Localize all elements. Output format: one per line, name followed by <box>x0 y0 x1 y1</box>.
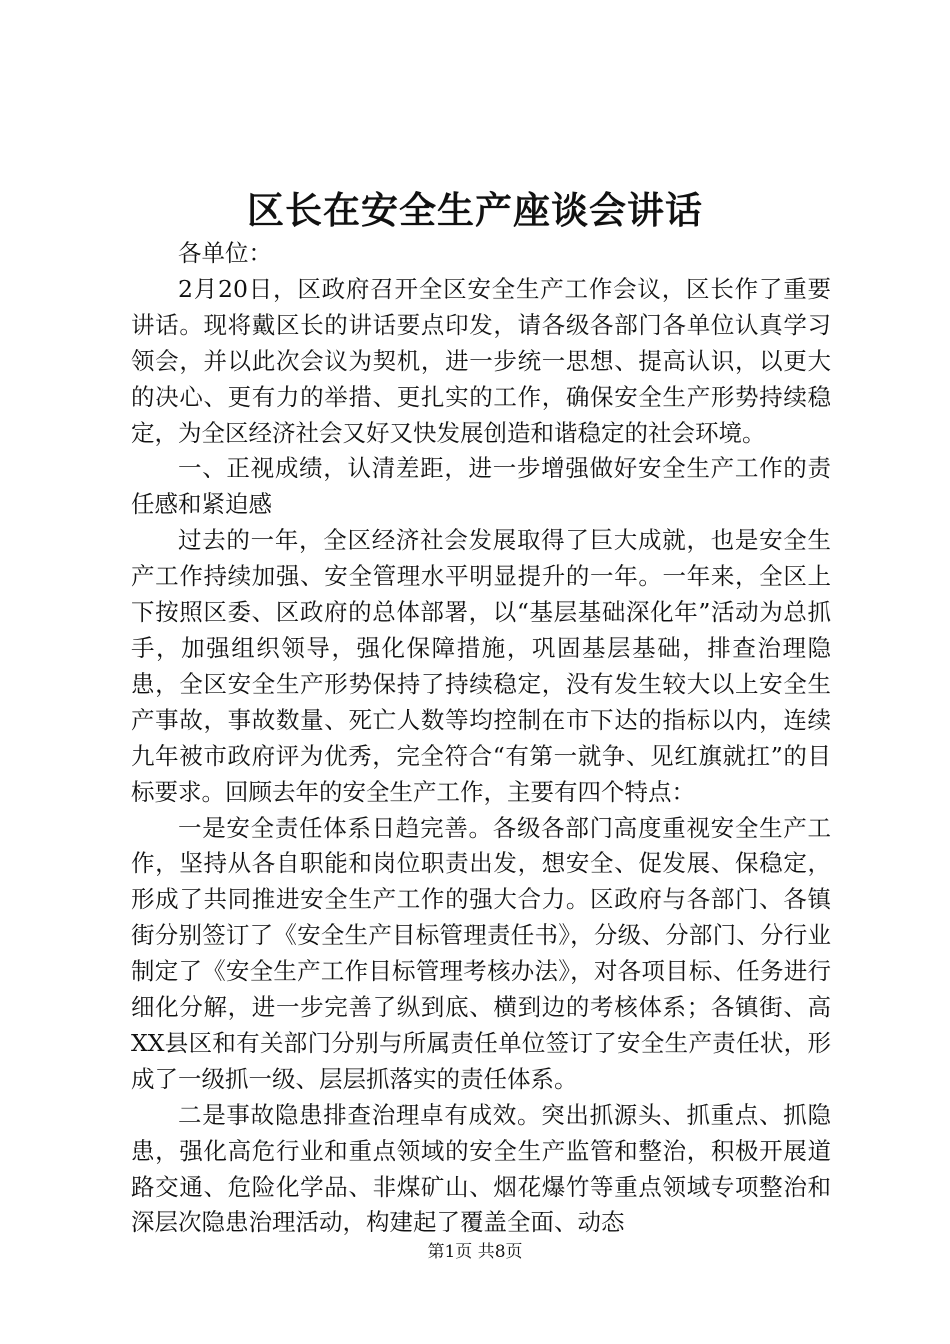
point-one-paragraph: 一是安全责任体系日趋完善。各级各部门高度重视安全生产工作，坚持从各自职能和岗位职责出发，想安全、促发展、保稳定，形成了共同推进安全生产工作的强大合力。区政府与各部门、各镇街分别签订了《安全生产目标管理责任书》，分级、分部门、分行业制定了《安全生产工作目标管理考核办法》，对各项目标、任务进行细化分解，进一步完善了纵到底、横到边的考核体系；各镇街、高XX县区和有关部门分别与所属责任单位签订了安全生产责任状，形成了一级抓一级、层层抓落实的责任体系。 <box>131 813 831 1093</box>
intro-paragraph: 2月20日，区政府召开全区安全生产工作会议，区长作了重要讲话。现将戴区长的讲话要点印发，请各级各部门各单位认真学习领会，并以此次会议为契机，进一步统一思想、提高认识，以更大的决心、更有力的举措、更扎实的工作，确保安全生产形势持续稳定，为全区经济社会又好又快发展创造和谐稳定的社会环境。 <box>131 274 831 447</box>
section-heading-paragraph: 一、正视成绩，认清差距，进一步增强做好安全生产工作的责任感和紧迫感 <box>131 454 831 519</box>
salutation-paragraph: 各单位： <box>178 239 272 267</box>
point-two-paragraph: 二是事故隐患排查治理卓有成效。突出抓源头、抓重点、抓隐患，强化高危行业和重点领域的安全生产监管和整治，积极开展道路交通、危险化学品、非煤矿山、烟花爆竹等重点领域专项整治和深层次隐患治理活动，构建起了覆盖全面、动态 <box>131 1100 831 1237</box>
review-paragraph: 过去的一年，全区经济社会发展取得了巨大成就，也是安全生产工作持续加强、安全管理水平明显提升的一年。一年来，全区上下按照区委、区政府的总体部署，以“基层基础深化年”活动为总抓手，加强组织领导，强化保障措施，巩固基层基础，排查治理隐患，全区安全生产形势保持了持续稳定，没有发生较大以上安全生产事故，事故数量、死亡人数等均控制在市下达的指标以内，连续九年被市政府评为优秀，完全符合“有第一就争、见红旗就扛”的目标要求。回顾去年的安全生产工作，主要有四个特点： <box>131 526 831 806</box>
page-number-footer: 第1页 共8页 <box>427 1242 523 1262</box>
document-body <box>131 236 831 1241</box>
document-title: 区长在安全生产座谈会讲话 <box>247 188 703 232</box>
